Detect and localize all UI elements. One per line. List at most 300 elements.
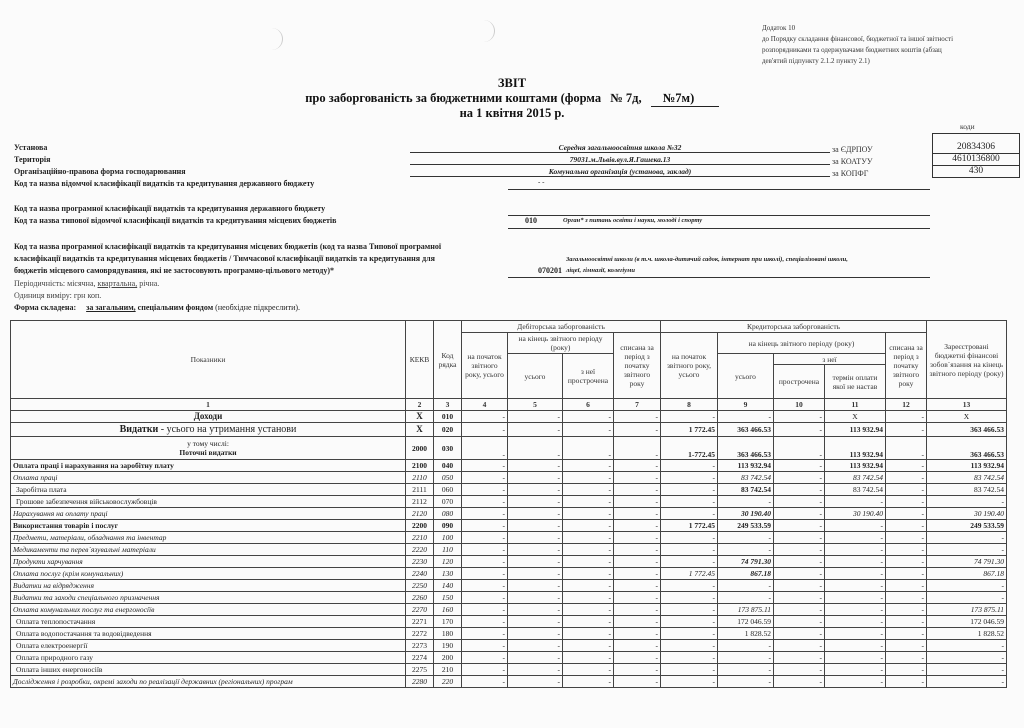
value-cell-col-7: - bbox=[614, 568, 661, 580]
table-row bbox=[11, 532, 1007, 544]
value-cell-col-10: - bbox=[774, 460, 825, 472]
column-number: 12 bbox=[886, 399, 927, 411]
kopfg-code: 430 bbox=[968, 166, 984, 176]
row-code-cell: 160 bbox=[434, 604, 462, 616]
value-cell-col-8: - bbox=[661, 640, 718, 652]
value-cell-col-4: - bbox=[462, 556, 508, 568]
value-cell-col-6: - bbox=[563, 652, 614, 664]
value-cell-col-11: - bbox=[825, 604, 886, 616]
column-number: 10 bbox=[774, 399, 825, 411]
value-cell-col-12: - bbox=[886, 532, 927, 544]
value-cell-col-11: - bbox=[825, 640, 886, 652]
local-program-label-3: бюджетів місцевого самоврядування, які не застосовують програмно-цільового методу)* bbox=[14, 266, 335, 275]
value-cell-col-7: - bbox=[614, 460, 661, 472]
value-cell-col-5: - bbox=[508, 423, 563, 437]
table-row bbox=[11, 592, 1007, 604]
row-code-cell: 210 bbox=[434, 664, 462, 676]
row-code-cell: 100 bbox=[434, 532, 462, 544]
value-cell-col-13: - bbox=[927, 544, 1007, 556]
kopfg-label: за КОПФГ bbox=[832, 169, 869, 178]
value-cell-col-9: - bbox=[718, 664, 774, 676]
value-cell-col-10: - bbox=[774, 508, 825, 520]
row-code-cell: 140 bbox=[434, 580, 462, 592]
value-cell-col-4: - bbox=[462, 676, 508, 688]
divider bbox=[508, 215, 930, 216]
value-cell-col-11: 30 190.40 bbox=[825, 508, 886, 520]
value-cell-col-6: - bbox=[563, 423, 614, 437]
kekv-cell: 2271 bbox=[406, 616, 434, 628]
value-cell-col-12: - bbox=[886, 437, 927, 460]
local-program-value-2: ліцеї, гімназії, колегіуми bbox=[566, 267, 635, 274]
value-cell-col-13: - bbox=[927, 592, 1007, 604]
kekv-cell: 2273 bbox=[406, 640, 434, 652]
table-row bbox=[11, 484, 1007, 496]
column-number: 1 bbox=[11, 399, 406, 411]
value-cell-col-9: 172 046.59 bbox=[718, 616, 774, 628]
value-cell-col-10: - bbox=[774, 437, 825, 460]
kekv-cell: 2250 bbox=[406, 580, 434, 592]
indicator-name: Заробітна плата bbox=[11, 484, 406, 496]
header-row-code: Код рядка bbox=[434, 321, 462, 399]
column-number: 7 bbox=[614, 399, 661, 411]
table-row bbox=[11, 604, 1007, 616]
value-cell-col-6: - bbox=[563, 616, 614, 628]
value-cell-col-5: - bbox=[508, 496, 563, 508]
value-cell-col-10: - bbox=[774, 616, 825, 628]
table-row bbox=[11, 496, 1007, 508]
value-cell-col-12: - bbox=[886, 484, 927, 496]
value-cell-col-12: - bbox=[886, 652, 927, 664]
koatuu-code: 4610136800 bbox=[933, 154, 1019, 166]
value-cell-col-10: - bbox=[774, 532, 825, 544]
kekv-cell: 2272 bbox=[406, 628, 434, 640]
value-cell-col-9: 867.18 bbox=[718, 568, 774, 580]
annex-note bbox=[762, 23, 1022, 67]
value-cell-col-12: - bbox=[886, 628, 927, 640]
value-cell-col-10: - bbox=[774, 676, 825, 688]
indicator-name: Предмети, матеріали, обладнання та інвентар bbox=[11, 532, 406, 544]
value-cell-col-11: 113 932.94 bbox=[825, 460, 886, 472]
value-cell-col-11: - bbox=[825, 544, 886, 556]
value-cell-col-9: - bbox=[718, 532, 774, 544]
value-cell-col-12: - bbox=[886, 604, 927, 616]
value-cell-col-6: - bbox=[563, 580, 614, 592]
value-cell-col-4: - bbox=[462, 411, 508, 423]
value-cell-col-8: - bbox=[661, 580, 718, 592]
value-cell-col-9: - bbox=[718, 676, 774, 688]
indicator-name: Продукти харчування bbox=[11, 556, 406, 568]
value-cell-col-7: - bbox=[614, 676, 661, 688]
value-cell-col-9: 363 466.53 bbox=[718, 437, 774, 460]
column-number: 5 bbox=[508, 399, 563, 411]
header-payables: Кредиторська заборгованість bbox=[661, 321, 927, 333]
indicator-name: Оплата природного газу bbox=[11, 652, 406, 664]
row-code-cell: 020 bbox=[434, 423, 462, 437]
indicator-name: Оплата інших енергоносіїв bbox=[11, 664, 406, 676]
value-cell-col-5: - bbox=[508, 484, 563, 496]
table-row bbox=[11, 628, 1007, 640]
header-rec-end-overdue: з неї прострочена bbox=[563, 354, 614, 399]
header-rec-end: на кінець звітного періоду (року) bbox=[508, 333, 614, 354]
value-cell-col-7: - bbox=[614, 604, 661, 616]
value-cell-col-13: - bbox=[927, 532, 1007, 544]
value-cell-col-8: - bbox=[661, 628, 718, 640]
value-cell-col-6: - bbox=[563, 437, 614, 460]
value-cell-col-5: - bbox=[508, 437, 563, 460]
value-cell-col-10: - bbox=[774, 472, 825, 484]
value-cell-col-6: - bbox=[563, 556, 614, 568]
header-rec-written-off: списана за період з початку звітного року bbox=[614, 333, 661, 399]
value-cell-col-9: 1 828.52 bbox=[718, 628, 774, 640]
value-cell-col-4: - bbox=[462, 604, 508, 616]
value-cell-col-6: - bbox=[563, 640, 614, 652]
value-cell-col-7: - bbox=[614, 472, 661, 484]
value-cell-col-5: - bbox=[508, 532, 563, 544]
header-pay-start: на початок звітного року, усього bbox=[661, 333, 718, 399]
value-cell-col-4: - bbox=[462, 472, 508, 484]
value-cell-col-4: - bbox=[462, 460, 508, 472]
edrpou-code: 20834306 bbox=[933, 142, 1019, 154]
legal-form-value: Комунальна організація (установа, заклад) bbox=[410, 167, 830, 177]
value-cell-col-10: - bbox=[774, 592, 825, 604]
local-program-label-2: класифікації видатків та кредитування місцевих бюджетів / Тимчасової класифікації видатків та кредитування для bbox=[14, 254, 435, 263]
value-cell-col-12: - bbox=[886, 472, 927, 484]
value-cell-col-6: - bbox=[563, 496, 614, 508]
value-cell-col-7: - bbox=[614, 437, 661, 460]
kekv-cell: 2110 bbox=[406, 472, 434, 484]
row-code-cell: 170 bbox=[434, 616, 462, 628]
report-date: на 1 квітня 2015 р. bbox=[459, 106, 565, 120]
indicator-name: Дослідження і розробки, окремі заходи по реалізації державних (регіональних) програм bbox=[11, 676, 406, 688]
indicator-name: Грошове забезпечення військовослужбовців bbox=[11, 496, 406, 508]
value-cell-col-4: - bbox=[462, 544, 508, 556]
value-cell-col-4: - bbox=[462, 437, 508, 460]
header-rec-start: на початок звітного року, усього bbox=[462, 333, 508, 399]
state-program-classification-label: Код та назва програмної класифікації видатків та кредитування державного бюджету bbox=[14, 204, 326, 213]
value-cell-col-4: - bbox=[462, 592, 508, 604]
table-body bbox=[11, 411, 1007, 688]
value-cell-col-12: - bbox=[886, 640, 927, 652]
value-cell-col-7: - bbox=[614, 544, 661, 556]
divider bbox=[508, 277, 930, 278]
value-cell-col-11: 113 932.94 bbox=[825, 437, 886, 460]
value-cell-col-11: 83 742.54 bbox=[825, 472, 886, 484]
table-row bbox=[11, 411, 1007, 423]
value-cell-col-10: - bbox=[774, 628, 825, 640]
value-cell-col-12: - bbox=[886, 616, 927, 628]
value-cell-col-8: 1-772.45 bbox=[661, 437, 718, 460]
indicator-name: Доходи bbox=[11, 411, 406, 423]
kekv-cell: 2270 bbox=[406, 604, 434, 616]
value-cell-col-7: - bbox=[614, 664, 661, 676]
column-number: 6 bbox=[563, 399, 614, 411]
subtitle-text: про заборгованість за бюджетними коштами (форма bbox=[305, 91, 602, 105]
koatuu-label: за КОАТУУ bbox=[832, 157, 873, 166]
value-cell-col-9: - bbox=[718, 640, 774, 652]
value-cell-col-5: - bbox=[508, 520, 563, 532]
table-row bbox=[11, 616, 1007, 628]
periodicity-label: Періодичність: bbox=[14, 279, 66, 288]
form-label: Форма складена: bbox=[14, 303, 77, 312]
state-dept-classification-value: - - bbox=[538, 178, 545, 186]
value-cell-col-9: - bbox=[718, 496, 774, 508]
value-cell-col-13: 363 466.53 bbox=[927, 437, 1007, 460]
row-code-cell: 010 bbox=[434, 411, 462, 423]
periodicity bbox=[14, 279, 159, 288]
table-row bbox=[11, 472, 1007, 484]
value-cell-col-4: - bbox=[462, 520, 508, 532]
value-cell-col-4: - bbox=[462, 628, 508, 640]
value-cell-col-4: - bbox=[462, 423, 508, 437]
value-cell-col-13: - bbox=[927, 664, 1007, 676]
local-dept-code: 010 bbox=[525, 216, 537, 225]
form-number-7m: №7м) bbox=[651, 91, 719, 107]
value-cell-col-13: 83 742.54 bbox=[927, 472, 1007, 484]
row-code-cell: 190 bbox=[434, 640, 462, 652]
header-indicators: Показники bbox=[11, 321, 406, 399]
value-cell-col-8: - bbox=[661, 544, 718, 556]
value-cell-col-13: - bbox=[927, 580, 1007, 592]
territory-value: 79031.м.Львів.вул.Я.Гашека.13 bbox=[410, 155, 830, 165]
local-program-value-1: Загальноосвітні школи (в т.ч. школа-дитячий садок, інтернат при школі), спеціалізовані школи, bbox=[566, 256, 848, 263]
value-cell-col-4: - bbox=[462, 496, 508, 508]
value-cell-col-10: - bbox=[774, 544, 825, 556]
punch-hole bbox=[480, 20, 495, 42]
indicator-name-main: Поточні видатки bbox=[179, 448, 237, 457]
value-cell-col-11: - bbox=[825, 664, 886, 676]
kekv-cell: 2274 bbox=[406, 652, 434, 664]
kekv-cell: 2000 bbox=[406, 437, 434, 460]
indicator-name: Медикаменти та перев`язувальні матеріали bbox=[11, 544, 406, 556]
value-cell-col-6: - bbox=[563, 484, 614, 496]
indicator-name-main: Видатки bbox=[119, 424, 159, 435]
value-cell-col-7: - bbox=[614, 628, 661, 640]
value-cell-col-13: 83 742.54 bbox=[927, 484, 1007, 496]
table-row bbox=[11, 676, 1007, 688]
value-cell-col-9: - bbox=[718, 580, 774, 592]
value-cell-col-8: - bbox=[661, 472, 718, 484]
value-cell-col-11: - bbox=[825, 532, 886, 544]
value-cell-col-12: - bbox=[886, 496, 927, 508]
table-row bbox=[11, 508, 1007, 520]
header-pay-end-total: усього bbox=[718, 354, 774, 399]
value-cell-col-13: 172 046.59 bbox=[927, 616, 1007, 628]
annex-line: до Порядку складання фінансової, бюджетної та іншої звітності bbox=[762, 35, 954, 43]
value-cell-col-12: - bbox=[886, 592, 927, 604]
value-cell-col-4: - bbox=[462, 580, 508, 592]
value-cell-col-13: X bbox=[927, 411, 1007, 423]
value-cell-col-11: - bbox=[825, 580, 886, 592]
annex-line: дев'ятий підпункту 2.1.2 пункту 2.1) bbox=[762, 57, 870, 65]
kekv-cell: 2260 bbox=[406, 592, 434, 604]
kekv-cell: 2120 bbox=[406, 508, 434, 520]
value-cell-col-9: 30 190.40 bbox=[718, 508, 774, 520]
value-cell-col-11: 83 742.54 bbox=[825, 484, 886, 496]
value-cell-col-6: - bbox=[563, 568, 614, 580]
value-cell-col-6: - bbox=[563, 592, 614, 604]
header-pay-overdue: прострочена bbox=[774, 365, 825, 399]
edrpou-label: за ЄДРПОУ bbox=[832, 145, 873, 154]
value-cell-col-8: - bbox=[661, 460, 718, 472]
header-pay-of-which: з неї bbox=[774, 354, 886, 365]
table-row bbox=[11, 664, 1007, 676]
column-number: 8 bbox=[661, 399, 718, 411]
value-cell-col-7: - bbox=[614, 484, 661, 496]
local-program-label-1: Код та назва програмної класифікації видатків та кредитування місцевих бюджетів (код та назва Типової програмної bbox=[14, 242, 442, 251]
value-cell-col-5: - bbox=[508, 568, 563, 580]
institution-label: Установа bbox=[14, 143, 48, 152]
value-cell-col-11: - bbox=[825, 628, 886, 640]
indicator-name: Оплата електроенергії bbox=[11, 640, 406, 652]
value-cell-col-13: 249 533.59 bbox=[927, 520, 1007, 532]
value-cell-col-8: - bbox=[661, 508, 718, 520]
value-cell-col-10: - bbox=[774, 520, 825, 532]
kekv-cell: 2112 bbox=[406, 496, 434, 508]
column-number: 2 bbox=[406, 399, 434, 411]
value-cell-col-5: - bbox=[508, 460, 563, 472]
value-cell-col-11: - bbox=[825, 676, 886, 688]
row-code-cell: 130 bbox=[434, 568, 462, 580]
value-cell-col-10: - bbox=[774, 604, 825, 616]
row-code-cell: 220 bbox=[434, 676, 462, 688]
value-cell-col-12: - bbox=[886, 556, 927, 568]
table-row bbox=[11, 520, 1007, 532]
form-number-7d: № 7д, bbox=[610, 91, 642, 105]
value-cell-col-8: - bbox=[661, 411, 718, 423]
value-cell-col-5: - bbox=[508, 592, 563, 604]
value-cell-col-6: - bbox=[563, 520, 614, 532]
local-program-code: 070201 bbox=[538, 266, 562, 275]
row-code-cell: 050 bbox=[434, 472, 462, 484]
value-cell-col-8: - bbox=[661, 616, 718, 628]
value-cell-col-11: 113 932.94 bbox=[825, 423, 886, 437]
value-cell-col-12: - bbox=[886, 460, 927, 472]
value-cell-col-7: - bbox=[614, 423, 661, 437]
value-cell-col-10: - bbox=[774, 484, 825, 496]
indicator-name: Видатки та заходи спеціального призначення bbox=[11, 592, 406, 604]
row-code-cell: 090 bbox=[434, 520, 462, 532]
value-cell-col-13: 113 932.94 bbox=[927, 460, 1007, 472]
value-cell-col-4: - bbox=[462, 652, 508, 664]
header-pay-not-due: термін оплати якої не настав bbox=[825, 365, 886, 399]
value-cell-col-7: - bbox=[614, 580, 661, 592]
annex-line: розпорядниками та одержувачами бюджетних коштів (абзац bbox=[762, 46, 942, 54]
value-cell-col-12: - bbox=[886, 520, 927, 532]
debt-report-table bbox=[10, 320, 1007, 688]
value-cell-col-6: - bbox=[563, 472, 614, 484]
periodicity-annual: річна. bbox=[139, 279, 160, 288]
value-cell-col-6: - bbox=[563, 532, 614, 544]
value-cell-col-13: - bbox=[927, 496, 1007, 508]
value-cell-col-5: - bbox=[508, 580, 563, 592]
value-cell-col-4: - bbox=[462, 568, 508, 580]
punch-hole bbox=[268, 28, 283, 50]
indicator-name: Оплата праці і нарахування на заробітну плату bbox=[11, 460, 406, 472]
value-cell-col-5: - bbox=[508, 652, 563, 664]
header-registered-obligations: Зареєстровані бюджетні фінансові зобов`язання на кінець звітного періоду (року) bbox=[927, 321, 1007, 399]
unit-of-measure: Одиниця виміру: грн коп. bbox=[14, 291, 102, 300]
table-row bbox=[11, 437, 1007, 460]
value-cell-col-10: - bbox=[774, 556, 825, 568]
value-cell-col-10: - bbox=[774, 640, 825, 652]
row-code-cell: 120 bbox=[434, 556, 462, 568]
value-cell-col-5: - bbox=[508, 508, 563, 520]
value-cell-col-11: X bbox=[825, 411, 886, 423]
table-row bbox=[11, 580, 1007, 592]
form-note: (необхідне підкреслити). bbox=[215, 303, 301, 312]
value-cell-col-4: - bbox=[462, 508, 508, 520]
value-cell-col-9: 113 932.94 bbox=[718, 460, 774, 472]
column-number: 11 bbox=[825, 399, 886, 411]
value-cell-col-13: 173 875.11 bbox=[927, 604, 1007, 616]
territory-label: Територія bbox=[14, 155, 51, 164]
value-cell-col-6: - bbox=[563, 544, 614, 556]
value-cell-col-6: - bbox=[563, 460, 614, 472]
value-cell-col-13: 363 466.53 bbox=[927, 423, 1007, 437]
value-cell-col-10: - bbox=[774, 411, 825, 423]
table-row bbox=[11, 568, 1007, 580]
table-row bbox=[11, 652, 1007, 664]
value-cell-col-13: - bbox=[927, 676, 1007, 688]
kekv-cell: 2210 bbox=[406, 532, 434, 544]
value-cell-col-12: - bbox=[886, 568, 927, 580]
value-cell-col-8: - bbox=[661, 652, 718, 664]
kekv-cell: X bbox=[406, 423, 434, 437]
header-kekv: КЕКВ bbox=[406, 321, 434, 399]
row-code-cell: 200 bbox=[434, 652, 462, 664]
row-code-cell: 060 bbox=[434, 484, 462, 496]
value-cell-col-11: - bbox=[825, 520, 886, 532]
report-subtitle bbox=[0, 91, 1024, 107]
value-cell-col-13: - bbox=[927, 652, 1007, 664]
indicator-name: Оплата комунальних послуг та енергоносіїв bbox=[11, 604, 406, 616]
value-cell-col-9: - bbox=[718, 592, 774, 604]
value-cell-col-10: - bbox=[774, 664, 825, 676]
value-cell-col-5: - bbox=[508, 556, 563, 568]
value-cell-col-7: - bbox=[614, 508, 661, 520]
divider bbox=[508, 228, 930, 229]
value-cell-col-9: 83 742.54 bbox=[718, 472, 774, 484]
value-cell-col-8: - bbox=[661, 556, 718, 568]
header-pay-written-off: списана за період з початку звітного року bbox=[886, 333, 927, 399]
value-cell-col-8: - bbox=[661, 532, 718, 544]
local-dept-classification-label: Код та назва типової відомчої класифікації видатків та кредитування місцевих бюджетів bbox=[14, 216, 337, 225]
codes-box bbox=[932, 133, 1020, 178]
column-number: 9 bbox=[718, 399, 774, 411]
indicator-name: Нарахування на оплату праці bbox=[11, 508, 406, 520]
kekv-cell: 2100 bbox=[406, 460, 434, 472]
value-cell-col-8: - bbox=[661, 676, 718, 688]
legal-form-label: Організаційно-правова форма господарювання bbox=[14, 167, 186, 176]
form-special-fund: спеціальним фондом bbox=[137, 303, 214, 312]
indicator-name: Видатки на відрядження bbox=[11, 580, 406, 592]
table-row bbox=[11, 423, 1007, 437]
value-cell-col-12: - bbox=[886, 676, 927, 688]
kekv-cell: 2280 bbox=[406, 676, 434, 688]
indicator-name bbox=[11, 423, 406, 437]
indicator-name: Оплата праці bbox=[11, 472, 406, 484]
header-pay-end: на кінець звітного періоду (року) bbox=[718, 333, 886, 354]
indicator-name: Використання товарів і послуг bbox=[11, 520, 406, 532]
kekv-cell: 2111 bbox=[406, 484, 434, 496]
value-cell-col-11: - bbox=[825, 616, 886, 628]
value-cell-col-10: - bbox=[774, 568, 825, 580]
value-cell-col-7: - bbox=[614, 532, 661, 544]
kekv-cell: 2275 bbox=[406, 664, 434, 676]
value-cell-col-7: - bbox=[614, 556, 661, 568]
value-cell-col-5: - bbox=[508, 472, 563, 484]
row-code-cell: 180 bbox=[434, 628, 462, 640]
